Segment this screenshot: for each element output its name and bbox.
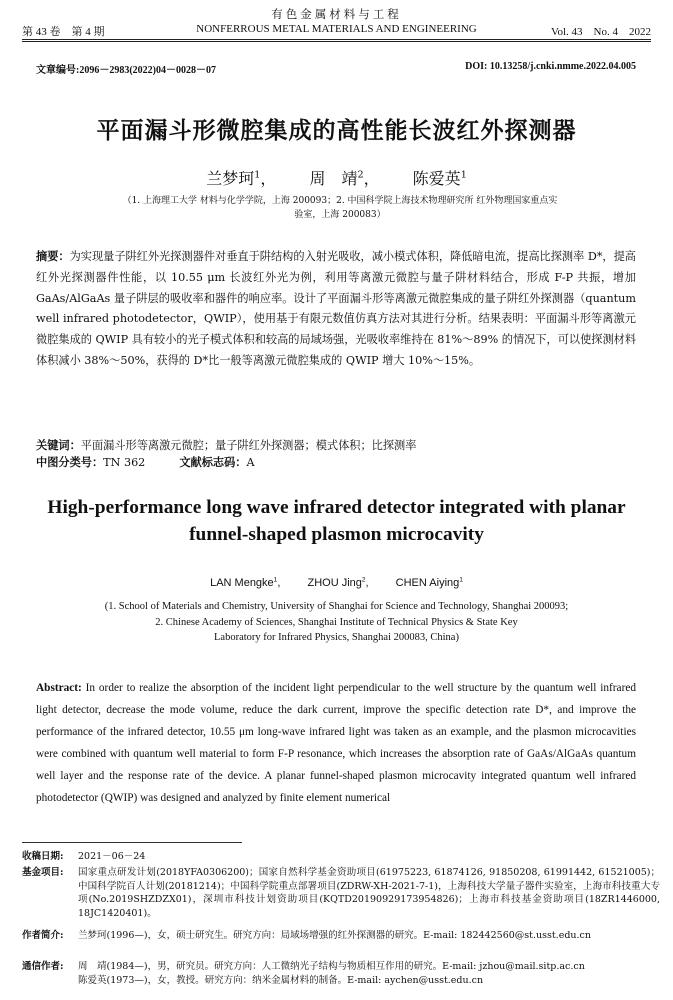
clc-number: TN 362 [103, 456, 146, 469]
doc-code: A [246, 456, 255, 469]
title-en: High-performance long wave infrared detector integrated with planar funnel-shaped plasmon microcavity [47, 497, 626, 545]
doc-code-label: 文献标志码： [179, 455, 247, 469]
abstract-text-en: In order to realize the absorption of the incident light perpendicular to the well structure by the quantum well infrared light detector, decrease the mode volume, reduce the dark current, improve the specific detection rate D*, and improve the performance of the infrared detector, 10.55 μm long-wave infrared light was taken as an example, and the plasmon microcavities were combined with quantum well material to form F-P resonance, which increases the absorption rate of GaAs/AlGaAs quantum well layer and the response rate of the device. A planar funnel-shaped plasmon microcavity integrated quantum well infrared photodetector (QWIP) was designed and analyzed by finite element numerical [36, 682, 636, 804]
abstract-label-en: Abstract: [36, 682, 82, 694]
affiliation-line: (1. School of Materials and Chemistry, University of Shanghai for Science and Technology, Shanghai 200093; [104, 601, 569, 612]
affiliation-cn: （1. 上海理工大学 材料与化学学院，上海 200093；2. 中国科学院上海技术物理研究所 红外物理国家重点实验室，上海 200083） [122, 196, 558, 220]
doi-link[interactable]: DOI: 10.13258/j.cnki.nmme.2022.04.005 [465, 61, 636, 72]
author-en: ZHOU Jing$^2$, [307, 576, 369, 589]
article-id: 文章编号:2096－2983(2022)04－0028－07 [36, 65, 216, 76]
abstract-text-cn: 为实现量子阱红外光探测器件对垂直于阱结构的入射光吸收，减小模式体积，降低暗电流，提高比探测率 D*，提高红外光探测器件性能，以 10.55 μm 长波红外光为例，利用等离激元微腔与量子阱材料结合，形成 F-P 共振，增加 GaAs/AlGaAs 量子阱层的吸收率和器件的响应率。设计了平面漏斗形等离激元微腔集成的量子阱红外探测器（quantum well infrared photodetector，QWIP），使用基于有限元数值仿真方法对其进行分析。结果表明：平面漏斗形等离激元微腔集成的 QWIP 具有较小的光子模式体积和较高的局域场强，光吸收率维持在 81%～89% 的情况下，可以使探测材料体积减小 38%～50%，获得的 D*比一般等离激元微腔集成的 QWIP 增大 10%～15%。 [36, 250, 637, 367]
author-en: CHEN Aiying$^1$ [395, 576, 463, 589]
keywords-block-cn [36, 437, 636, 471]
footnote-author-bio: 作者简介: 兰梦珂(1996—)，女，硕士研究生。研究方向：局域场增强的红外探测器的研究。E-mail: 182442560@st.usst.edu.cn [22, 930, 591, 941]
abstract-cn [36, 246, 636, 372]
author-cn: 周 靖$^2$， [309, 169, 380, 188]
authors-cn [0, 166, 673, 189]
header-rule [22, 39, 651, 40]
volume-en: Vol. 43 No. 4 2022 [550, 26, 651, 38]
keywords-label-cn: 关键词： [36, 438, 81, 452]
affiliation-line: 2. Chinese Academy of Sciences, Shanghai Institute of Technical Physics & State Key [155, 616, 518, 628]
title-cn: 平面漏斗形微腔集成的高性能长波红外探测器 [96, 117, 577, 144]
clc-label: 中图分类号： [36, 455, 104, 469]
abstract-en [36, 677, 636, 809]
journal-name-cn: 有色金属材料与工程 [271, 7, 402, 21]
footnote-received: 收稿日期: 2021－06－24 [22, 851, 146, 862]
authors-en [0, 577, 673, 589]
abstract-label-cn: 摘要： [36, 249, 70, 263]
affiliation-line: Laboratory for Infrared Physics, Shanghai 200083, China) [214, 632, 459, 643]
volume-cn: 第 43 卷 第 4 期 [22, 26, 105, 38]
author-en: LAN Mengke$^1$, [210, 576, 281, 589]
keywords-cn: 平面漏斗形等离激元微腔；量子阱红外探测器；模式体积；比探测率 [80, 439, 417, 452]
footnote-corresponding: 通信作者: 周 靖(1984—)，男，研究员。研究方向：人工微纳光子结构与物质相互作用的研究。E-mail: jzhou@mail.sitp.ac.cn 陈爱英(1973—)，女，教授。研究方向：纳米金属材料的制备。E-mail: aychen@usst.edu.cn [22, 961, 585, 986]
affiliation-en [40, 599, 633, 646]
footnote-fund: 基金项目: 国家重点研发计划(2018YFA0306200)；国家自然科学基金资助项目(61975223, 61874126, 91850208, 61991442, 61521005)；中国科学院百人计划(20181214)；中国科学院重点部署项目(ZDRW-XH-2021-7-1)，上海科技大学量子器件实验室，上海市科技重大专项(No.2019SHZDZX01)，深圳市科技计划资助项目(KQTD20190929173954826)；上海市科技基金资助项目(18ZR1446000, 18JC1420401)。 [22, 867, 660, 919]
footnote-rule [22, 842, 242, 843]
journal-name-en: NONFERROUS METAL MATERIALS AND ENGINEERING [196, 23, 477, 35]
author-cn: 陈爱英$^1$ [412, 169, 467, 188]
header-rule-double [22, 41, 651, 42]
author-cn: 兰梦珂$^1$， [206, 169, 277, 188]
